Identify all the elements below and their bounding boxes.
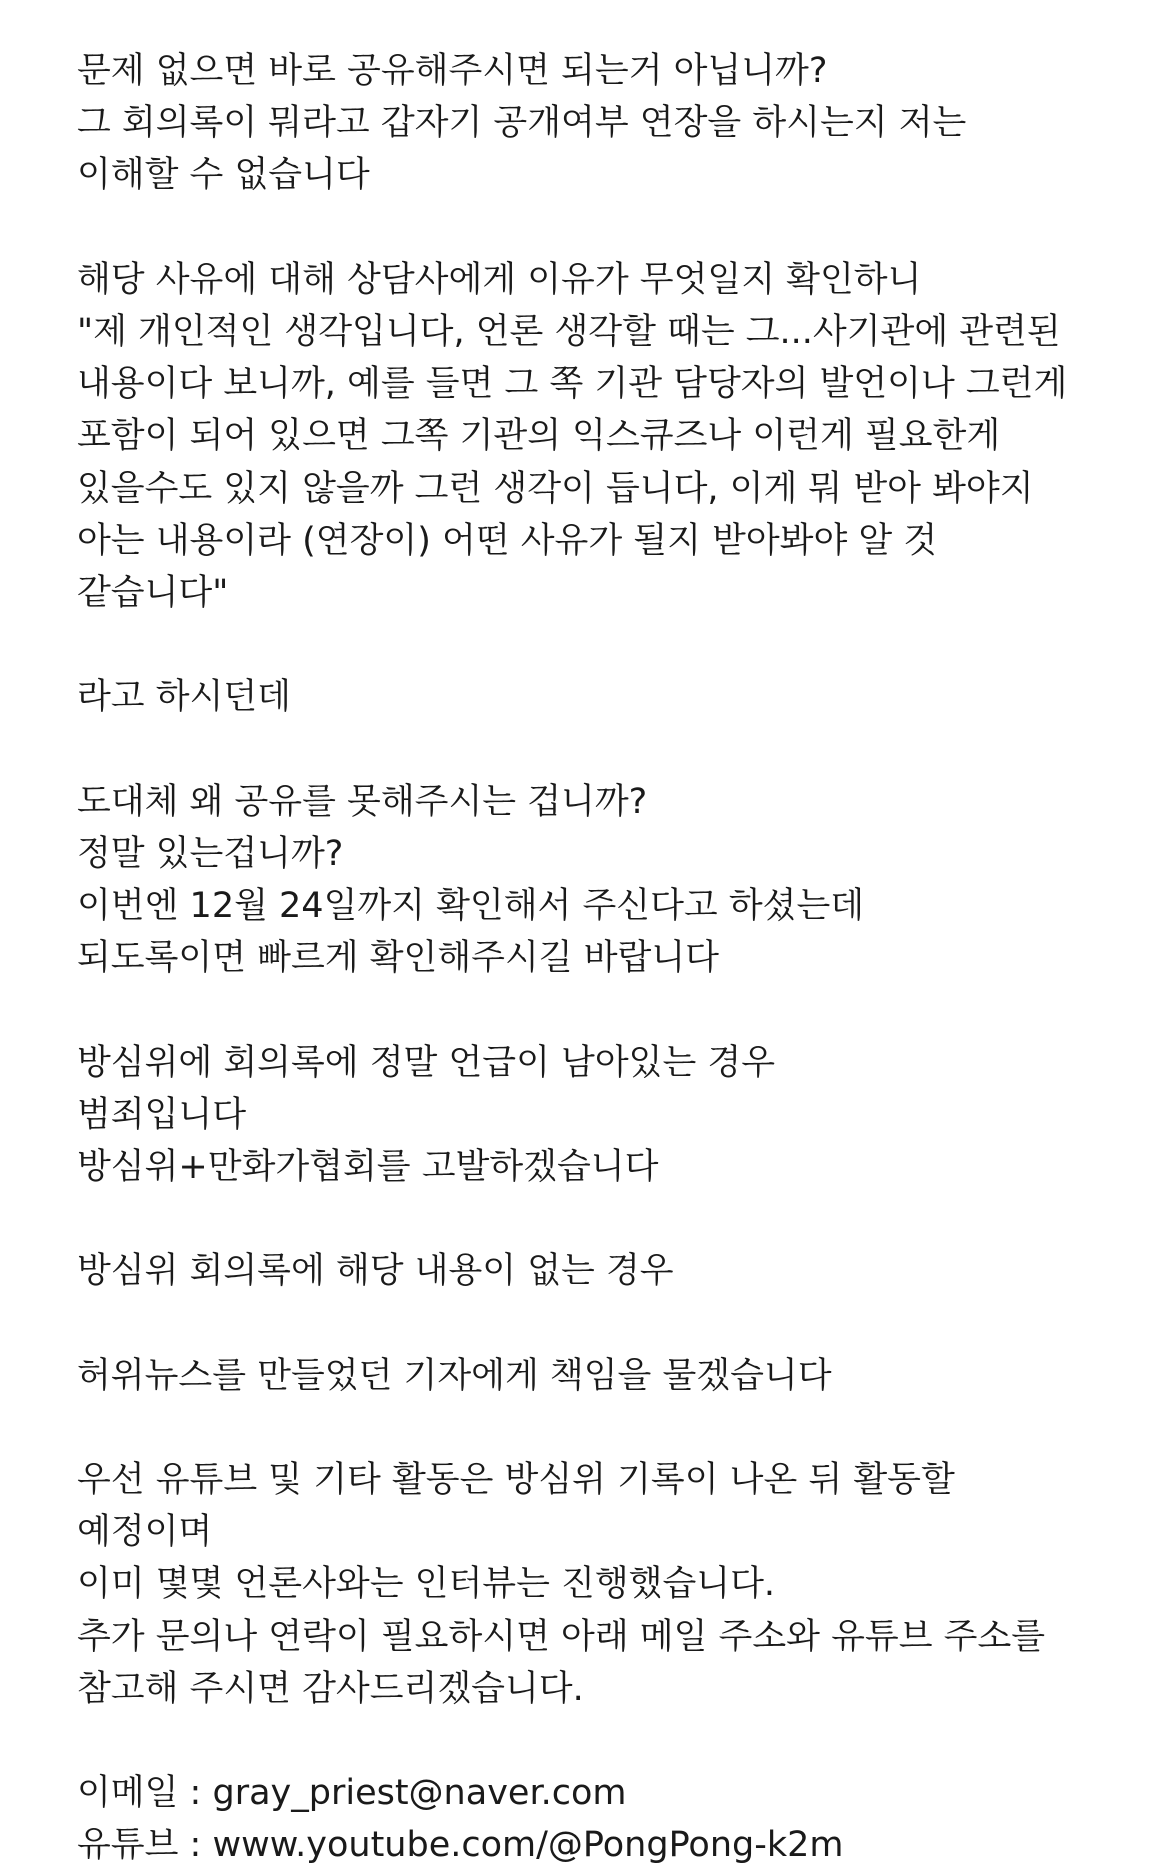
text-line: 참고해 주시면 감사드리겠습니다. [77,1668,584,1709]
text-line: 우선 유튜브 및 기타 활동은 방심위 기록이 나온 뒤 활동할 [77,1460,955,1501]
paragraph-4 [77,776,1127,985]
text-line: 이번엔 12월 24일까지 확인해서 주신다고 하셨는데 [77,886,865,926]
paragraph-3 [77,671,1127,723]
paragraph-6 [77,1245,1127,1297]
text-line: 해당 사유에 대해 상담사에게 이유가 무엇일지 확인하니 [77,259,922,300]
paragraph-gap [77,984,1127,1036]
contact-info [77,1767,1127,1871]
text-line: 이미 몇몇 언론사와는 인터뷰는 진행했습니다. [77,1564,776,1605]
youtube-line: 유튜브 : www.youtube.com/@PongPong-k2m [77,1825,844,1866]
email-line: 이메일 : gray_priest@naver.com [77,1773,627,1814]
text-line: 허위뉴스를 만들었던 기자에게 책임을 물겠습니다 [77,1355,832,1396]
paragraph-gap [77,202,1127,254]
text-line: 문제 없으면 바로 공유해주시면 되는거 아닙니까? [77,51,828,91]
text-line: 이해할 수 없습니다 [77,155,370,196]
text-line: 방심위 회의록에 해당 내용이 없는 경우 [77,1251,674,1292]
text-line: 있을수도 있지 않을까 그런 생각이 듭니다, 이게 뭐 받아 봐야지 [77,468,1034,509]
text-line: 포함이 되어 있으면 그쪽 기관의 익스큐즈나 이런게 필요한게 [77,416,1001,457]
text-line: 그 회의록이 뭐라고 갑자기 공개여부 연장을 하시는지 저는 [77,103,967,144]
paragraph-2 [77,254,1127,619]
text-line: 정말 있는겁니까? [77,833,344,874]
text-line: 추가 문의나 연락이 필요하시면 아래 메일 주소와 유튜브 주소를 [77,1616,1046,1657]
paragraph-gap [77,723,1127,775]
text-line: 라고 하시던데 [77,677,291,718]
text-line: 도대체 왜 공유를 못해주시는 겁니까? [77,781,648,822]
paragraph-gap [77,1715,1127,1767]
paragraph-7 [77,1350,1127,1402]
document-body [77,45,1127,1872]
text-line: 내용이다 보니까, 예를 들면 그 쪽 기관 담당자의 발언이나 그런게 [77,364,1068,405]
paragraph-gap [77,1298,1127,1350]
text-line: 아는 내용이라 (연장이) 어떤 사유가 될지 받아봐야 알 것 [77,520,938,561]
paragraph-gap [77,1193,1127,1245]
text-line: 방심위에 회의록에 정말 언급이 남아있는 경우 [77,1042,776,1083]
paragraph-1 [77,45,1127,202]
text-line: 되도록이면 빠르게 확인해주시길 바랍니다 [77,938,719,979]
paragraph-5 [77,1037,1127,1194]
paragraph-8 [77,1454,1127,1715]
text-line: 방심위+만화가협회를 고발하겠습니다 [77,1146,659,1187]
text-line: "제 개인적인 생각입니다, 언론 생각할 때는 그...사기관에 관련된 [77,311,1061,352]
text-line: 범죄입니다 [77,1094,247,1135]
text-line: 예정이며 [77,1512,213,1553]
paragraph-gap [77,1402,1127,1454]
paragraph-gap [77,619,1127,671]
text-line: 같습니다" [77,572,229,613]
